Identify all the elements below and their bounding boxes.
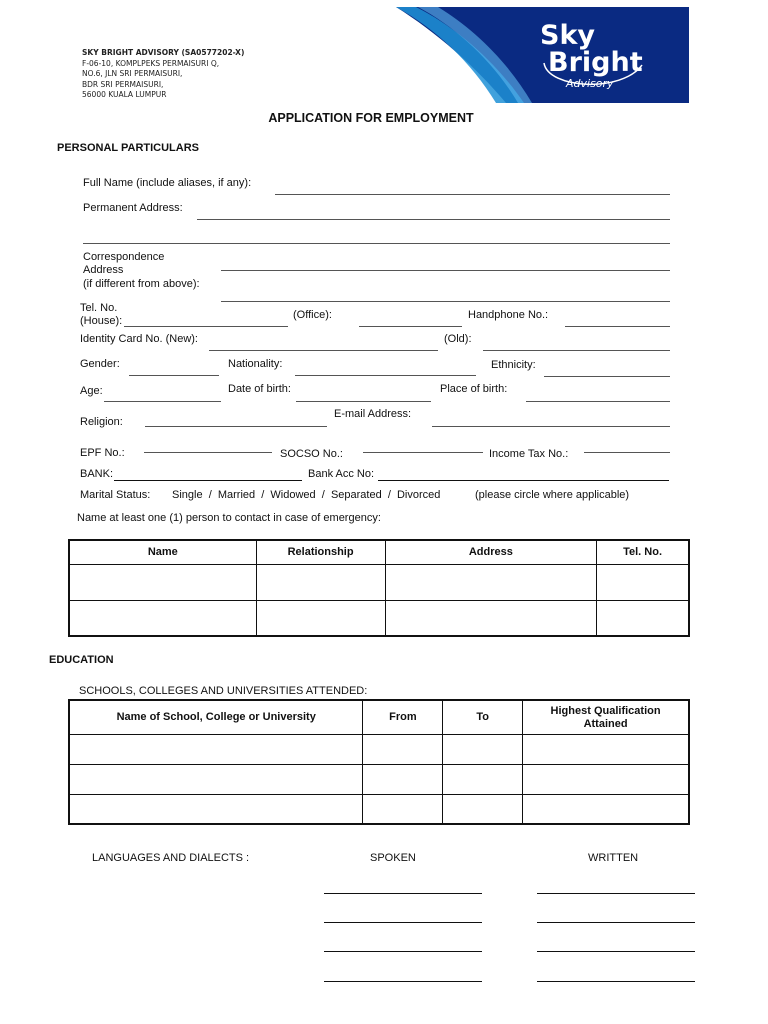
emergency-tel-cell[interactable] — [597, 600, 689, 635]
age-label: Age: — [80, 385, 103, 397]
emergency-address-cell[interactable] — [385, 600, 597, 635]
handphone-field[interactable] — [565, 326, 670, 327]
spoken-language-field[interactable] — [324, 893, 482, 894]
correspondence-address-field[interactable] — [221, 270, 670, 271]
written-language-field[interactable] — [537, 893, 695, 894]
emergency-relationship-cell[interactable] — [256, 565, 385, 600]
qualification-cell[interactable] — [523, 765, 689, 795]
tel-house-label: Tel. No. — [80, 302, 118, 314]
emergency-name-cell[interactable] — [70, 565, 257, 600]
permanent-address-label: Permanent Address: — [83, 202, 183, 214]
nationality-field[interactable] — [295, 375, 476, 376]
table-header: Tel. No. — [597, 541, 689, 565]
email-label: E-mail Address: — [334, 408, 412, 420]
written-language-field[interactable] — [537, 922, 695, 923]
bank-acc-label: Bank Acc No: — [308, 468, 375, 480]
marital-status-options[interactable]: Single / Married / Widowed / Separated / Divorced — [172, 489, 441, 501]
section-heading-personal: PERSONAL PARTICULARS — [57, 142, 199, 154]
table-header: Relationship — [256, 541, 385, 565]
qualification-cell[interactable] — [523, 795, 689, 825]
table-header: Address — [385, 541, 597, 565]
correspondence-address-field-2[interactable] — [221, 301, 670, 302]
income-tax-field[interactable] — [584, 452, 670, 453]
income-tax-label: Income Tax No.: — [489, 448, 569, 460]
emergency-contact-label: Name at least one (1) person to contact in case of emergency: — [77, 512, 381, 524]
spoken-language-field[interactable] — [324, 981, 482, 982]
company-address-line: BDR SRI PERMAISURI, — [82, 79, 164, 89]
office-label: (Office): — [293, 309, 332, 321]
table-row — [70, 600, 689, 635]
table-row — [70, 765, 689, 795]
table-header: Name — [70, 541, 257, 565]
emergency-address-cell[interactable] — [385, 565, 597, 600]
ic-old-label: (Old): — [444, 333, 472, 345]
education-table — [69, 700, 689, 825]
table-header: To — [443, 701, 523, 735]
email-field[interactable] — [432, 426, 670, 427]
languages-label: LANGUAGES AND DIALECTS : — [92, 852, 250, 864]
emergency-tel-cell[interactable] — [597, 565, 689, 600]
epf-field[interactable] — [144, 452, 272, 453]
gender-field[interactable] — [129, 375, 219, 376]
table-header: Name of School, College or University — [70, 701, 363, 735]
school-to-cell[interactable] — [443, 795, 523, 825]
logo-text: Sky — [540, 20, 596, 51]
ic-old-field[interactable] — [483, 350, 670, 351]
written-language-field[interactable] — [537, 951, 695, 952]
full-name-label: Full Name (include aliases, if any): — [83, 177, 252, 189]
qualification-cell[interactable] — [523, 735, 689, 765]
marital-status-label: Marital Status: — [80, 489, 151, 501]
school-from-cell[interactable] — [363, 735, 443, 765]
section-heading-education: EDUCATION — [49, 654, 114, 666]
emergency-name-cell[interactable] — [70, 600, 257, 635]
permanent-address-field[interactable] — [197, 219, 670, 220]
full-name-field[interactable] — [275, 194, 670, 195]
form-title: APPLICATION FOR EMPLOYMENT — [268, 111, 474, 125]
school-to-cell[interactable] — [443, 735, 523, 765]
written-heading: WRITTEN — [588, 852, 639, 864]
school-from-cell[interactable] — [363, 765, 443, 795]
religion-field[interactable] — [145, 426, 327, 427]
company-address-line: NO.6, JLN SRI PERMAISURI, — [82, 69, 183, 78]
spoken-language-field[interactable] — [324, 922, 482, 923]
school-name-cell[interactable] — [70, 765, 363, 795]
schools-attended-label: SCHOOLS, COLLEGES AND UNIVERSITIES ATTENDED: — [79, 685, 368, 697]
nationality-label: Nationality: — [228, 358, 283, 370]
socso-label: SOCSO No.: — [280, 448, 343, 460]
gender-label: Gender: — [80, 358, 120, 370]
correspondence-label: (if different from above): — [83, 278, 200, 290]
tel-house-label: (House): — [80, 315, 123, 327]
table-header: Highest Qualification Attained — [523, 701, 689, 735]
dob-field[interactable] — [296, 401, 431, 402]
company-address-line: 56000 KUALA LUMPUR — [82, 90, 167, 99]
ethnicity-label: Ethnicity: — [491, 359, 536, 371]
dob-label: Date of birth: — [228, 383, 291, 395]
ic-new-field[interactable] — [209, 350, 438, 351]
table-row — [70, 565, 689, 600]
tel-house-field[interactable] — [124, 326, 288, 327]
spoken-heading: SPOKEN — [370, 852, 416, 864]
written-language-field[interactable] — [537, 981, 695, 982]
socso-field[interactable] — [363, 452, 483, 453]
logo-text: Bright — [548, 47, 643, 78]
emergency-contact-table — [69, 540, 689, 636]
permanent-address-field-2[interactable] — [83, 243, 670, 244]
office-field[interactable] — [359, 326, 462, 327]
table-row — [70, 735, 689, 765]
bank-field[interactable] — [114, 480, 302, 481]
school-name-cell[interactable] — [70, 735, 363, 765]
epf-label: EPF No.: — [80, 447, 125, 459]
table-header: From — [363, 701, 443, 735]
bank-acc-field[interactable] — [378, 480, 669, 481]
company-info — [82, 48, 244, 101]
ethnicity-field[interactable] — [544, 376, 670, 377]
pob-label: Place of birth: — [440, 383, 508, 395]
table-row — [70, 795, 689, 825]
pob-field[interactable] — [526, 401, 670, 402]
handphone-label: Handphone No.: — [468, 309, 549, 321]
religion-label: Religion: — [80, 416, 123, 428]
school-name-cell[interactable] — [70, 795, 363, 825]
company-name: SKY BRIGHT ADVISORY (SA0577202-X) — [82, 48, 245, 57]
bank-label: BANK: — [80, 468, 114, 480]
ic-new-label: Identity Card No. (New): — [80, 333, 198, 345]
age-field[interactable] — [104, 401, 221, 402]
emergency-relationship-cell[interactable] — [256, 600, 385, 635]
correspondence-label: Address — [83, 264, 124, 276]
school-to-cell[interactable] — [443, 765, 523, 795]
logo-text: Advisory — [566, 77, 614, 90]
company-address-line: F-06-10, KOMPLPEKS PERMAISURI Q, — [82, 58, 220, 68]
marital-status-note: (please circle where applicable) — [475, 489, 630, 501]
correspondence-label: Correspondence — [83, 251, 165, 263]
company-logo — [396, 7, 689, 103]
spoken-language-field[interactable] — [324, 951, 482, 952]
school-from-cell[interactable] — [363, 795, 443, 825]
